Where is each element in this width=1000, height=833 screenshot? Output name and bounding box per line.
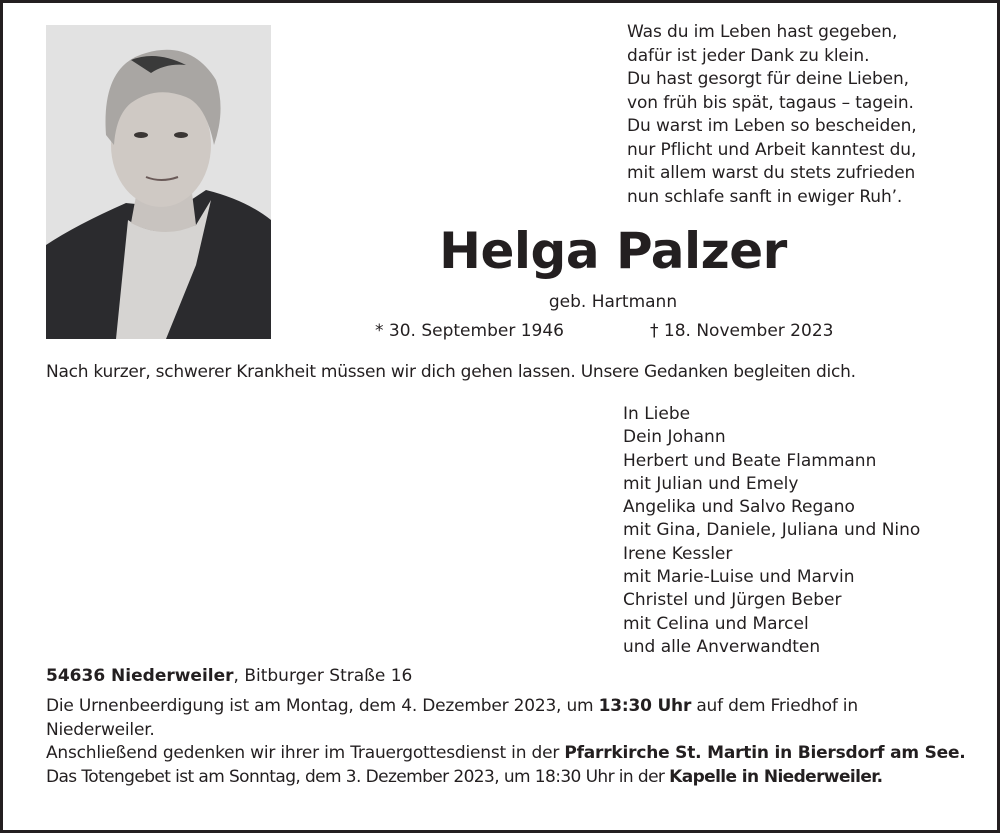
farewell-message: Nach kurzer, schwerer Krankheit müssen wir dich gehen lassen. Unsere Gedanken begleiten dich. bbox=[46, 362, 856, 382]
burial-place: auf dem Friedhof in Niederweiler. bbox=[46, 696, 858, 740]
poem-line: mit allem warst du stets zufrieden bbox=[627, 163, 916, 183]
birth-date: * 30. September 1946 bbox=[375, 321, 564, 341]
mourner-line: mit Celina und Marcel bbox=[623, 613, 809, 634]
mourner-line: und alle Anverwandten bbox=[623, 636, 821, 657]
mourner-line: mit Gina, Daniele, Juliana und Nino bbox=[623, 520, 921, 541]
poem-line: Du warst im Leben so bescheiden, bbox=[627, 116, 917, 136]
prayer-text: Das Totengebet ist am Sonntag, dem 3. Dezember 2023, um 18:30 Uhr in der bbox=[46, 766, 670, 787]
mourner-line: Dein Johann bbox=[623, 427, 726, 448]
deceased-name: Helga Palzer bbox=[439, 222, 787, 280]
mourner-line: Herbert und Beate Flammann bbox=[623, 450, 877, 471]
mourners-list bbox=[623, 403, 983, 659]
death-date: † 18. November 2023 bbox=[650, 321, 834, 341]
address-street: , Bitburger Straße 16 bbox=[233, 666, 413, 686]
mourner-line: Christel und Jürgen Beber bbox=[623, 590, 842, 611]
poem-line: Was du im Leben hast gegeben, bbox=[627, 22, 898, 42]
poem-line: Du hast gesorgt für deine Lieben, bbox=[627, 69, 909, 89]
poem-line: nun schlafe sanft in ewiger Ruh’. bbox=[627, 186, 903, 207]
burial-time: 13:30 Uhr bbox=[598, 696, 692, 716]
mourning-address bbox=[46, 664, 412, 688]
burial-text: Die Urnenbeerdigung ist am Montag, dem 4. Dezember 2023, um bbox=[46, 696, 599, 716]
portrait-image bbox=[46, 25, 271, 339]
maiden-name: geb. Hartmann bbox=[548, 292, 678, 312]
mourner-line: Irene Kessler bbox=[623, 543, 733, 564]
service-info bbox=[46, 742, 966, 766]
poem-line: von früh bis spät, tagaus – tagein. bbox=[627, 92, 914, 113]
mourner-line: Angelika und Salvo Regano bbox=[623, 497, 855, 518]
burial-info bbox=[46, 695, 966, 742]
service-location: Pfarrkirche St. Martin in Biersdorf am See. bbox=[564, 743, 966, 763]
poem-line: dafür ist jeder Dank zu klein. bbox=[627, 45, 870, 66]
prayer-info bbox=[46, 766, 966, 790]
mourner-line: mit Julian und Emely bbox=[623, 473, 799, 494]
prayer-location: Kapelle in Niederweiler. bbox=[669, 766, 883, 787]
poem-line: nur Pflicht und Arbeit kanntest du, bbox=[627, 139, 917, 160]
memorial-poem bbox=[627, 21, 987, 209]
address-city: 54636 Niederweiler bbox=[46, 666, 234, 686]
portrait-photo bbox=[46, 25, 271, 339]
service-text: Anschließend gedenken wir ihrer im Trauergottesdienst in der bbox=[46, 743, 565, 763]
funeral-details bbox=[46, 695, 966, 789]
mourner-line: In Liebe bbox=[623, 404, 691, 424]
mourner-line: mit Marie-Luise und Marvin bbox=[623, 567, 855, 588]
